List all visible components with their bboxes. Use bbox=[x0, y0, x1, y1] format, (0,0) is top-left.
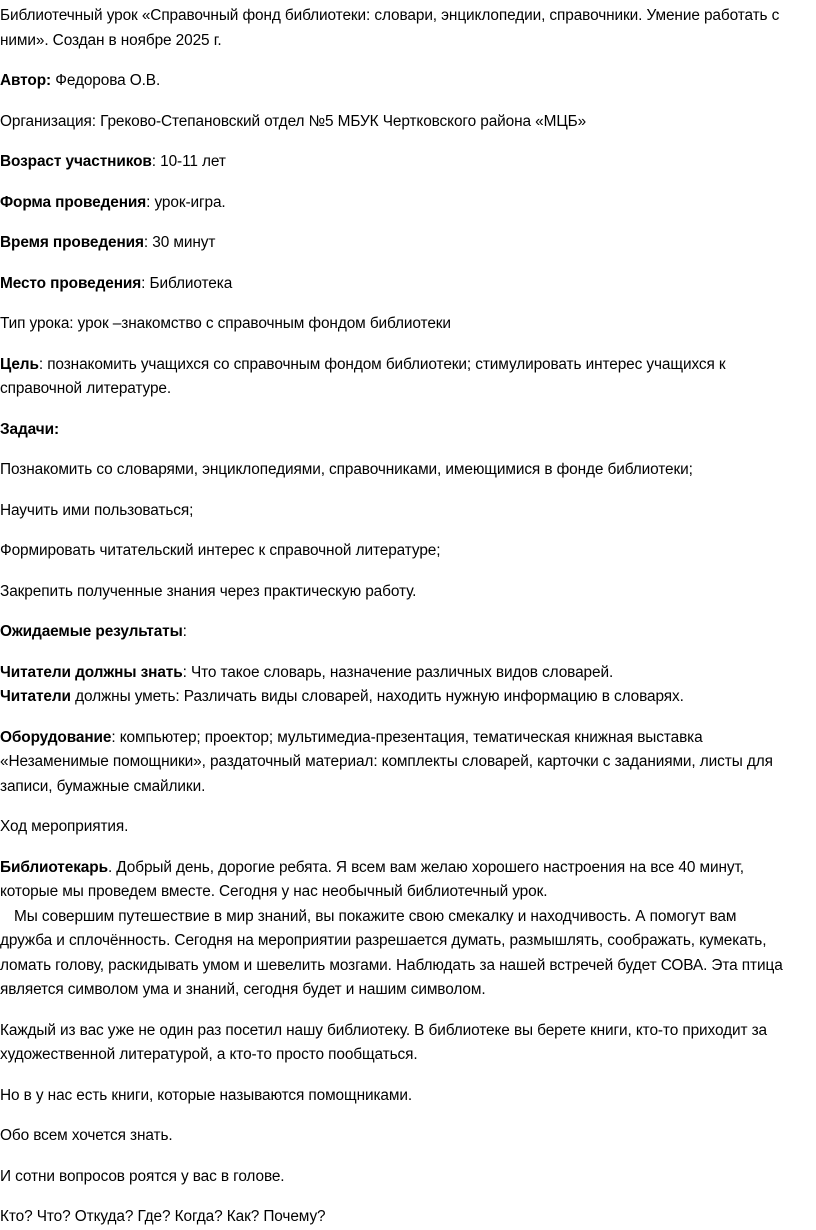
organization-line: Организация: Греково-Степановский отдел №5 МБУК Чертковского района «МЦБ» bbox=[0, 112, 587, 130]
title-line-2: ними». Создан в ноябре 2025 г. bbox=[0, 31, 222, 49]
librarian-line-2: которые мы проведем вместе. Сегодня у нас необычный библиотечный урок. bbox=[0, 883, 548, 900]
goal-label: Цель bbox=[0, 355, 39, 373]
age-label: Возраст участников bbox=[0, 153, 152, 170]
author-value: Федорова О.В. bbox=[51, 72, 161, 89]
expected-heading bbox=[0, 620, 814, 645]
librarian-line-4: дружба и сплочённость. Сегодня на мероприятии разрешается думать, размышлять, соображать, кумекать, bbox=[0, 932, 767, 949]
course-heading: Ход мероприятия. bbox=[0, 818, 129, 835]
lesson-type-line: Тип урока: урок –знакомство с справочным фондом библиотеки bbox=[0, 315, 451, 332]
must-do-line bbox=[0, 685, 814, 710]
goal-text-1: : познакомить учащихся со справочным фондом библиотеки; стимулировать интерес учащихся к bbox=[38, 355, 726, 373]
must-know-label: Читатели должны знать bbox=[0, 663, 183, 681]
age-value: : 10-11 лет bbox=[151, 153, 226, 170]
form-line bbox=[0, 191, 814, 216]
must-know-line bbox=[0, 661, 814, 686]
task-item: Формировать читательский интерес к справочной литературе; bbox=[0, 542, 441, 559]
tasks-heading-text: Задачи: bbox=[0, 420, 59, 438]
form-label: Форма проведения bbox=[0, 193, 147, 211]
know-line: Обо всем хочется знать. bbox=[0, 1127, 173, 1144]
librarian-text-1: . Добрый день, дорогие ребята. Я всем вам желаю хорошего настроения на все 40 минут, bbox=[107, 858, 744, 876]
author-line bbox=[0, 69, 814, 94]
document-page bbox=[0, 4, 814, 1230]
place-label: Место проведения bbox=[0, 274, 142, 292]
questions-line: И сотни вопросов роятся у вас в голове. bbox=[0, 1167, 285, 1185]
must-do-value: должны уметь: Различать виды словарей, находить нужную информацию в словарях. bbox=[70, 688, 684, 705]
expected-suffix: : bbox=[182, 623, 187, 640]
form-value: : урок-игра. bbox=[146, 193, 226, 211]
age-line bbox=[0, 150, 814, 175]
equipment-text-1: : компьютер; проектор; мультимедиа-презентация, тематическая книжная выставка bbox=[111, 728, 703, 746]
title-line-1: Библиотечный урок «Справочный фонд библиотеки: словари, энциклопедии, справочники. Умение работать с bbox=[0, 7, 780, 24]
place-line bbox=[0, 272, 814, 297]
librarian-line-5: ломать голову, раскидывать умом и шевелить мозгами. Наблюдать за нашей встречей будет СОВА. Эта птица bbox=[0, 956, 783, 974]
librarian-line-6: является символом ума и знаний, сегодня будет и нашим символом. bbox=[0, 981, 486, 998]
visit-line-2: художественной литературой, а кто-то просто пообщаться. bbox=[0, 1046, 418, 1063]
expected-label: Ожидаемые результаты bbox=[0, 623, 183, 640]
author-label: Автор: bbox=[0, 72, 52, 89]
equipment-label: Оборудование bbox=[0, 728, 112, 746]
place-value: : Библиотека bbox=[141, 274, 233, 292]
time-label: Время проведения bbox=[0, 234, 144, 251]
equipment-line-1 bbox=[0, 726, 814, 751]
visit-line-1: Каждый из вас уже не один раз посетил нашу библиотеку. В библиотеке вы берете книги, кто-то приходит за bbox=[0, 1021, 767, 1039]
goal-line-1 bbox=[0, 353, 814, 378]
time-value: : 30 минут bbox=[143, 234, 216, 251]
must-know-value: : Что такое словарь, назначение различных видов словарей. bbox=[182, 663, 614, 681]
goal-line-2: справочной литературе. bbox=[0, 380, 172, 397]
librarian-line-1 bbox=[0, 856, 814, 881]
task-item: Научить ими пользоваться; bbox=[0, 501, 194, 519]
task-item: Познакомить со словарями, энциклопедиями, справочниками, имеющимися в фонде библиотеки; bbox=[0, 461, 693, 478]
tasks-heading bbox=[0, 418, 814, 443]
librarian-label: Библиотекарь bbox=[0, 858, 108, 876]
must-do-label: Читатели bbox=[0, 688, 71, 705]
helpers-line: Но в у нас есть книги, которые называются помощниками. bbox=[0, 1086, 413, 1104]
who-line: Кто? Что? Откуда? Где? Когда? Как? Почему? bbox=[0, 1208, 326, 1225]
task-item: Закрепить полученные знания через практическую работу. bbox=[0, 582, 417, 600]
equipment-line-3: записи, бумажные смайлики. bbox=[0, 777, 206, 795]
equipment-line-2: «Незаменимые помощники», раздаточный материал: комплекты словарей, карточки с заданиями, листы для bbox=[0, 753, 773, 770]
time-line bbox=[0, 231, 814, 256]
librarian-line-3: Мы совершим путешествие в мир знаний, вы покажите свою смекалку и находчивость. А помогут вам bbox=[14, 907, 737, 925]
